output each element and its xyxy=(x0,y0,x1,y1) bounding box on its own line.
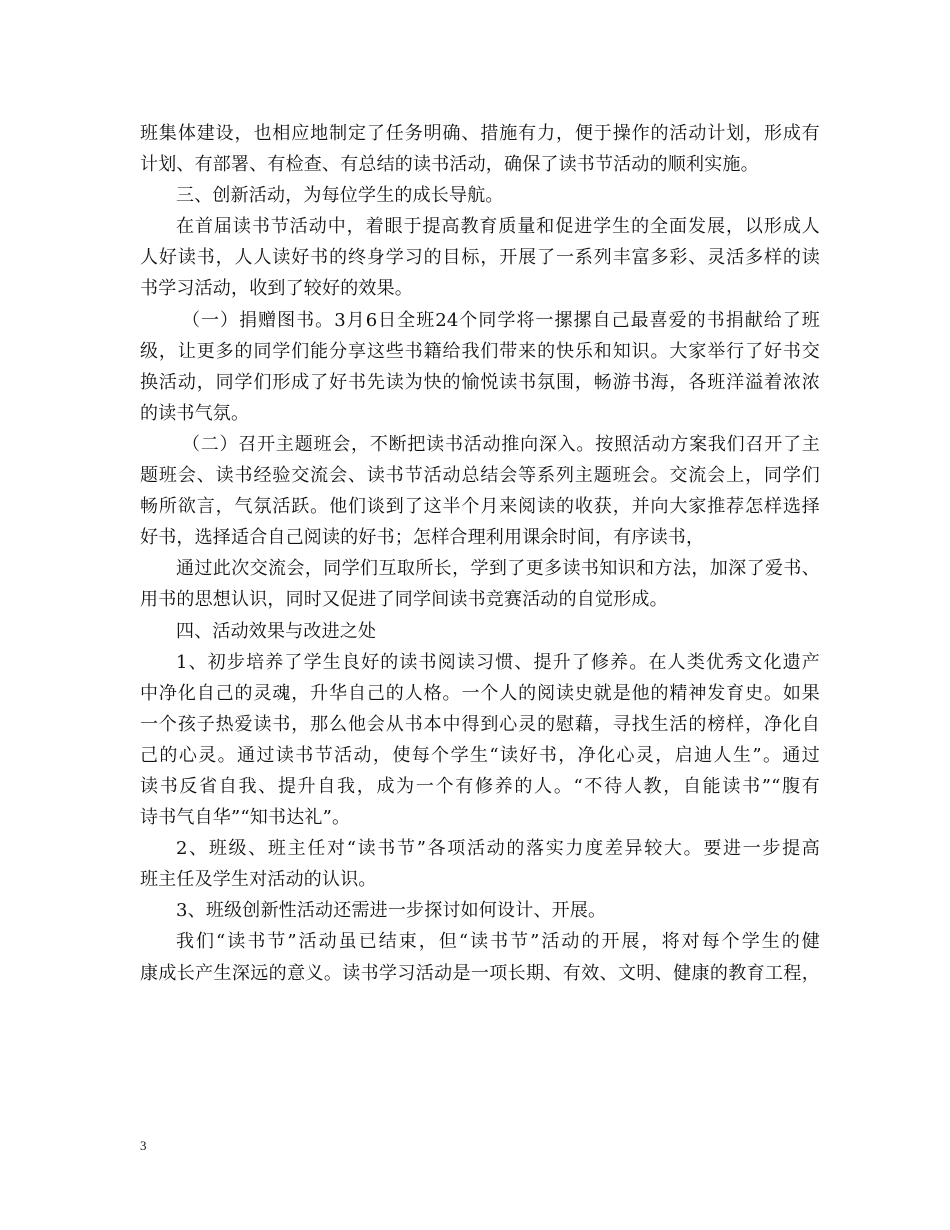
text-line: 人好读书，人人读好书的终身学习的目标，开展了一系列丰富多彩、灵活多样的读 xyxy=(140,247,820,269)
text-line: 1、初步培养了学生良好的读书阅读习惯、提升了修养。在人类优秀文化遗产 xyxy=(176,651,820,673)
text-line: （二）召开主题班会，不断把读书活动推向深入。按照活动方案我们召开了主 xyxy=(182,433,820,455)
text-line: 通过此次交流会，同学们互取所长，学到了更多读书知识和方法，加深了爱书、 xyxy=(176,558,820,580)
text-line: 一个孩子热爱读书，那么他会从书本中得到心灵的慰藉，寻找生活的榜样，净化自 xyxy=(140,713,820,735)
text-line: 3、班级创新性活动还需进一步探讨如何设计、开展。 xyxy=(176,900,607,922)
text-line: 畅所欲言，气氛活跃。他们谈到了这半个月来阅读的收获，并向大家推荐怎样选择 xyxy=(140,496,820,518)
text-line: 级，让更多的同学们能分享这些书籍给我们带来的快乐和知识。大家举行了好书交 xyxy=(140,340,820,362)
text-line: 的读书气氛。 xyxy=(140,402,250,424)
text-line: 班集体建设，也相应地制定了任务明确、措施有力，便于操作的活动计划，形成有 xyxy=(140,123,820,144)
text-line: 换活动，同学们形成了好书先读为快的愉悦读书氛围，畅游书海，各班洋溢着浓浓 xyxy=(140,371,820,393)
section-heading: 四、活动效果与改进之处 xyxy=(176,620,377,642)
document-body xyxy=(140,118,820,989)
text-line: 题班会、读书经验交流会、读书节活动总结会等系列主题班会。交流会上，同学们 xyxy=(140,465,820,487)
page-number: 3 xyxy=(140,1138,147,1153)
text-line: （一）捐赠图书。3月6日全班24个同学将一摞摞自己最喜爱的书捐献给了班 xyxy=(182,309,820,331)
text-line: 班主任及学生对活动的认识。 xyxy=(140,869,377,891)
section-heading: 三、创新活动，为每位学生的成长导航。 xyxy=(176,185,504,207)
text-line: 在首届读书节活动中，着眼于提高教育质量和促进学生的全面发展，以形成人 xyxy=(176,216,820,238)
text-line: 中净化自己的灵魂，升华自己的人格。一个人的阅读史就是他的精神发育史。如果 xyxy=(140,682,820,704)
text-line: 2、班级、班主任对“读书节”各项活动的落实力度差异较大。要进一步提高 xyxy=(176,838,820,860)
text-line: 计划、有部署、有检查、有总结的读书活动，确保了读书节活动的顺利实施。 xyxy=(140,154,759,176)
text-line: 好书，选择适合自己阅读的好书；怎样合理利用课余时间，有序读书， xyxy=(140,527,705,549)
text-line: 用书的思想认识，同时又促进了同学间读书竞赛活动的自觉形成。 xyxy=(140,589,668,611)
text-line: 己的心灵。通过读书节活动，使每个学生“读好书，净化心灵，启迪人生”。通过 xyxy=(140,744,820,766)
text-line: 诗书气自华”“知书达礼”。 xyxy=(140,807,351,829)
text-line: 书学习活动，收到了较好的效果。 xyxy=(140,278,413,300)
text-line: 读书反省自我、提升自我，成为一个有修养的人。“不待人教，自能读书”“腹有 xyxy=(140,775,820,797)
text-line: 康成长产生深远的意义。读书学习活动是一项长期、有效、文明、健康的教育工程， xyxy=(140,962,820,984)
text-line: 我们“读书节”活动虽已结束，但“读书节”活动的开展，将对每个学生的健 xyxy=(176,931,820,953)
